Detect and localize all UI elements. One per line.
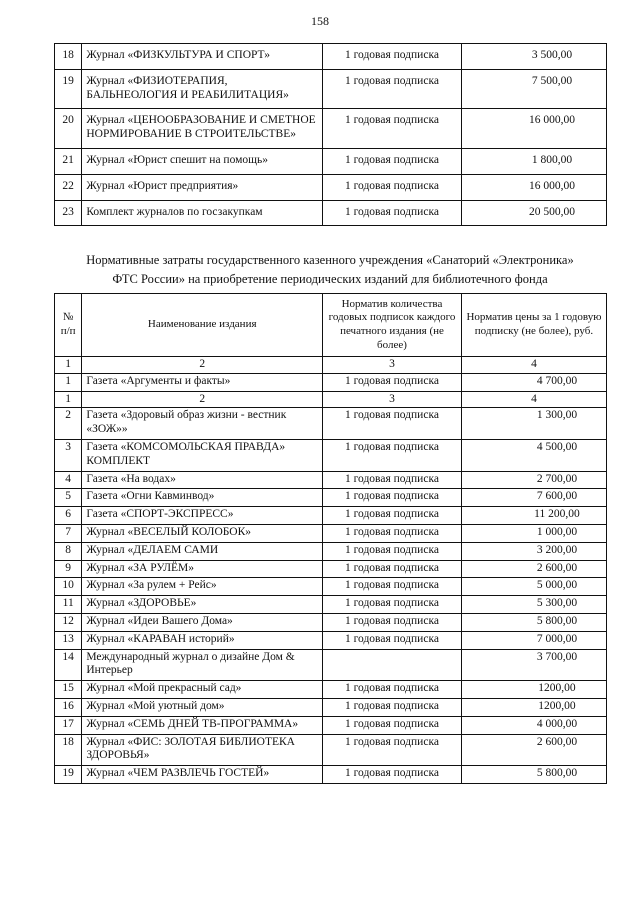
- publication-name: Газета «Огни Кавминвод»: [82, 489, 323, 507]
- subscription-price: 16 000,00: [461, 109, 606, 149]
- row-number: 20: [55, 109, 82, 149]
- publication-name: Журнал «Идеи Вашего Дома»: [82, 613, 323, 631]
- publication-name: Международный журнал о дизайне Дом & Интерьер: [82, 649, 323, 681]
- subscription-price: 2 600,00: [461, 734, 606, 766]
- row-number: 22: [55, 174, 82, 200]
- subscription-quantity: 1 годовая подписка: [323, 578, 462, 596]
- subscription-quantity: 1 годовая подписка: [323, 373, 462, 391]
- table-row: [55, 44, 607, 70]
- subscription-quantity: 1 годовая подписка: [323, 69, 462, 109]
- subscription-quantity: 1 годовая подписка: [323, 766, 462, 784]
- table-row: [55, 69, 607, 109]
- subscription-price: 2 600,00: [461, 560, 606, 578]
- subscription-quantity: 1 годовая подписка: [323, 716, 462, 734]
- continued-table-body: [55, 44, 607, 226]
- publication-name: Журнал «ФИЗКУЛЬТУРА И СПОРТ»: [82, 44, 323, 70]
- page-number: 158: [311, 14, 329, 28]
- publication-name: Журнал «СЕМЬ ДНЕЙ ТВ-ПРОГРАММА»: [82, 716, 323, 734]
- subscription-quantity: 1 годовая подписка: [323, 681, 462, 699]
- table-row: [55, 613, 607, 631]
- table-row: [55, 174, 607, 200]
- table-row: [55, 542, 607, 560]
- row-number: 6: [55, 507, 82, 525]
- row-number: 18: [55, 44, 82, 70]
- publication-name: Журнал «ВЕСЕЛЫЙ КОЛОБОК»: [82, 524, 323, 542]
- index-cell: 4: [461, 391, 606, 408]
- index-cell: 4: [461, 357, 606, 374]
- subscription-price: 7 000,00: [461, 631, 606, 649]
- table-row: [55, 649, 607, 681]
- subscription-quantity: 1 годовая подписка: [323, 148, 462, 174]
- table-row: [55, 698, 607, 716]
- continued-publications-table: [54, 43, 607, 226]
- table-row: [55, 489, 607, 507]
- subscription-price: 1 300,00: [461, 408, 606, 440]
- subscription-quantity: 1 годовая подписка: [323, 631, 462, 649]
- publication-name: Журнал «Юрист спешит на помощь»: [82, 148, 323, 174]
- row-number: 18: [55, 734, 82, 766]
- subscription-quantity: 1 годовая подписка: [323, 489, 462, 507]
- publication-name: Газета «СПОРТ-ЭКСПРЕСС»: [82, 507, 323, 525]
- subscription-quantity: [323, 649, 462, 681]
- table-row: [55, 439, 607, 471]
- publication-name: Журнал «КАРАВАН историй»: [82, 631, 323, 649]
- column-index-row: [55, 391, 607, 408]
- subscription-price: 3 500,00: [461, 44, 606, 70]
- subscription-price: 20 500,00: [461, 200, 606, 226]
- section-title-line-1: Нормативные затраты государственного казенного учреждения «Санаторий «Электроника»: [86, 253, 574, 267]
- publication-name: Журнал «ЗДОРОВЬЕ»: [82, 596, 323, 614]
- subscription-price: 3 200,00: [461, 542, 606, 560]
- subscription-quantity: 1 годовая подписка: [323, 560, 462, 578]
- table-row: [55, 631, 607, 649]
- table-row: [55, 524, 607, 542]
- header-number: № п/п: [55, 294, 82, 357]
- header-name: Наименование издания: [82, 294, 323, 357]
- row-number: 10: [55, 578, 82, 596]
- row-number: 11: [55, 596, 82, 614]
- subscription-quantity: 1 годовая подписка: [323, 174, 462, 200]
- table-row: [55, 560, 607, 578]
- table-row: [55, 734, 607, 766]
- subscription-quantity: 1 годовая подписка: [323, 507, 462, 525]
- table-row: [55, 408, 607, 440]
- publication-name: Газета «КОМСОМОЛЬСКАЯ ПРАВДА» КОМПЛЕКТ: [82, 439, 323, 471]
- row-number: 4: [55, 471, 82, 489]
- header-price: Норматив цены за 1 годовую подписку (не более), руб.: [461, 294, 606, 357]
- subscription-quantity: 1 годовая подписка: [323, 542, 462, 560]
- index-cell: 2: [82, 391, 323, 408]
- row-number: 14: [55, 649, 82, 681]
- table-row: [55, 200, 607, 226]
- subscription-price: 5 000,00: [461, 578, 606, 596]
- row-number: 12: [55, 613, 82, 631]
- subscription-price: 16 000,00: [461, 174, 606, 200]
- subscription-quantity: 1 годовая подписка: [323, 471, 462, 489]
- publication-name: Журнал «ЗА РУЛЁМ»: [82, 560, 323, 578]
- subscription-price: 5 800,00: [461, 613, 606, 631]
- periodicals-norms-table: [54, 293, 607, 784]
- row-number: 7: [55, 524, 82, 542]
- publication-name: Журнал «За рулем + Рейс»: [82, 578, 323, 596]
- subscription-price: 5 300,00: [461, 596, 606, 614]
- row-number: 17: [55, 716, 82, 734]
- table-row: [55, 507, 607, 525]
- subscription-price: 1200,00: [461, 698, 606, 716]
- subscription-price: 11 200,00: [461, 507, 606, 525]
- index-cell: 1: [55, 357, 82, 374]
- row-number: 15: [55, 681, 82, 699]
- row-number: 13: [55, 631, 82, 649]
- publication-name: Журнал «ЦЕНООБРАЗОВАНИЕ И СМЕТНОЕ НОРМИРОВАНИЕ В СТРОИТЕЛЬСТВЕ»: [82, 109, 323, 149]
- publication-name: Журнал «Мой уютный дом»: [82, 698, 323, 716]
- row-number: 19: [55, 766, 82, 784]
- subscription-quantity: 1 годовая подписка: [323, 613, 462, 631]
- header-quantity: Норматив количества годовых подписок каждого печатного издания (не более): [323, 294, 462, 357]
- subscription-price: 1 000,00: [461, 524, 606, 542]
- row-number: 19: [55, 69, 82, 109]
- subscription-price: 3 700,00: [461, 649, 606, 681]
- row-number: 9: [55, 560, 82, 578]
- section-title-line-2: ФТС России» на приобретение периодических изданий для библиотечного фонда: [112, 271, 548, 286]
- subscription-price: 7 600,00: [461, 489, 606, 507]
- row-number: 16: [55, 698, 82, 716]
- subscription-price: 1200,00: [461, 681, 606, 699]
- publication-name: Комплект журналов по госзакупкам: [82, 200, 323, 226]
- table-row: [55, 596, 607, 614]
- subscription-price: 4 700,00: [461, 373, 606, 391]
- subscription-price: 1 800,00: [461, 148, 606, 174]
- section-title: [40, 251, 620, 289]
- row-number: 2: [55, 408, 82, 440]
- row-number: 5: [55, 489, 82, 507]
- table-row: [55, 373, 607, 391]
- subscription-quantity: 1 годовая подписка: [323, 408, 462, 440]
- subscription-price: 2 700,00: [461, 471, 606, 489]
- subscription-quantity: 1 годовая подписка: [323, 596, 462, 614]
- subscription-quantity: 1 годовая подписка: [323, 698, 462, 716]
- index-cell: 1: [55, 391, 82, 408]
- publication-name: Газета «Здоровый образ жизни - вестник «ЗОЖ»»: [82, 408, 323, 440]
- subscription-price: 5 800,00: [461, 766, 606, 784]
- row-number: 3: [55, 439, 82, 471]
- table-row: [55, 681, 607, 699]
- row-number: 23: [55, 200, 82, 226]
- table-row: [55, 109, 607, 149]
- row-number: 8: [55, 542, 82, 560]
- publication-name: Журнал «Юрист предприятия»: [82, 174, 323, 200]
- subscription-quantity: 1 годовая подписка: [323, 200, 462, 226]
- main-table-body: [55, 357, 607, 784]
- subscription-quantity: 1 годовая подписка: [323, 734, 462, 766]
- subscription-quantity: 1 годовая подписка: [323, 524, 462, 542]
- column-index-row: [55, 357, 607, 374]
- row-number: 1: [55, 373, 82, 391]
- publication-name: Газета «На водах»: [82, 471, 323, 489]
- table-row: [55, 148, 607, 174]
- index-cell: 3: [323, 391, 462, 408]
- index-cell: 3: [323, 357, 462, 374]
- subscription-quantity: 1 годовая подписка: [323, 439, 462, 471]
- table-row: [55, 471, 607, 489]
- subscription-quantity: 1 годовая подписка: [323, 109, 462, 149]
- table-row: [55, 716, 607, 734]
- subscription-price: 4 000,00: [461, 716, 606, 734]
- subscription-price: 7 500,00: [461, 69, 606, 109]
- subscription-quantity: 1 годовая подписка: [323, 44, 462, 70]
- publication-name: Газета «Аргументы и факты»: [82, 373, 323, 391]
- subscription-price: 4 500,00: [461, 439, 606, 471]
- header-row: [55, 294, 607, 357]
- publication-name: Журнал «ДЕЛАЕМ САМИ: [82, 542, 323, 560]
- publication-name: Журнал «Мой прекрасный сад»: [82, 681, 323, 699]
- row-number: 21: [55, 148, 82, 174]
- index-cell: 2: [82, 357, 323, 374]
- publication-name: Журнал «ФИЗИОТЕРАПИЯ, БАЛЬНЕОЛОГИЯ И РЕАБИЛИТАЦИЯ»: [82, 69, 323, 109]
- publication-name: Журнал «ЧЕМ РАЗВЛЕЧЬ ГОСТЕЙ»: [82, 766, 323, 784]
- table-row: [55, 766, 607, 784]
- publication-name: Журнал «ФИС: ЗОЛОТАЯ БИБЛИОТЕКА ЗДОРОВЬЯ»: [82, 734, 323, 766]
- table-row: [55, 578, 607, 596]
